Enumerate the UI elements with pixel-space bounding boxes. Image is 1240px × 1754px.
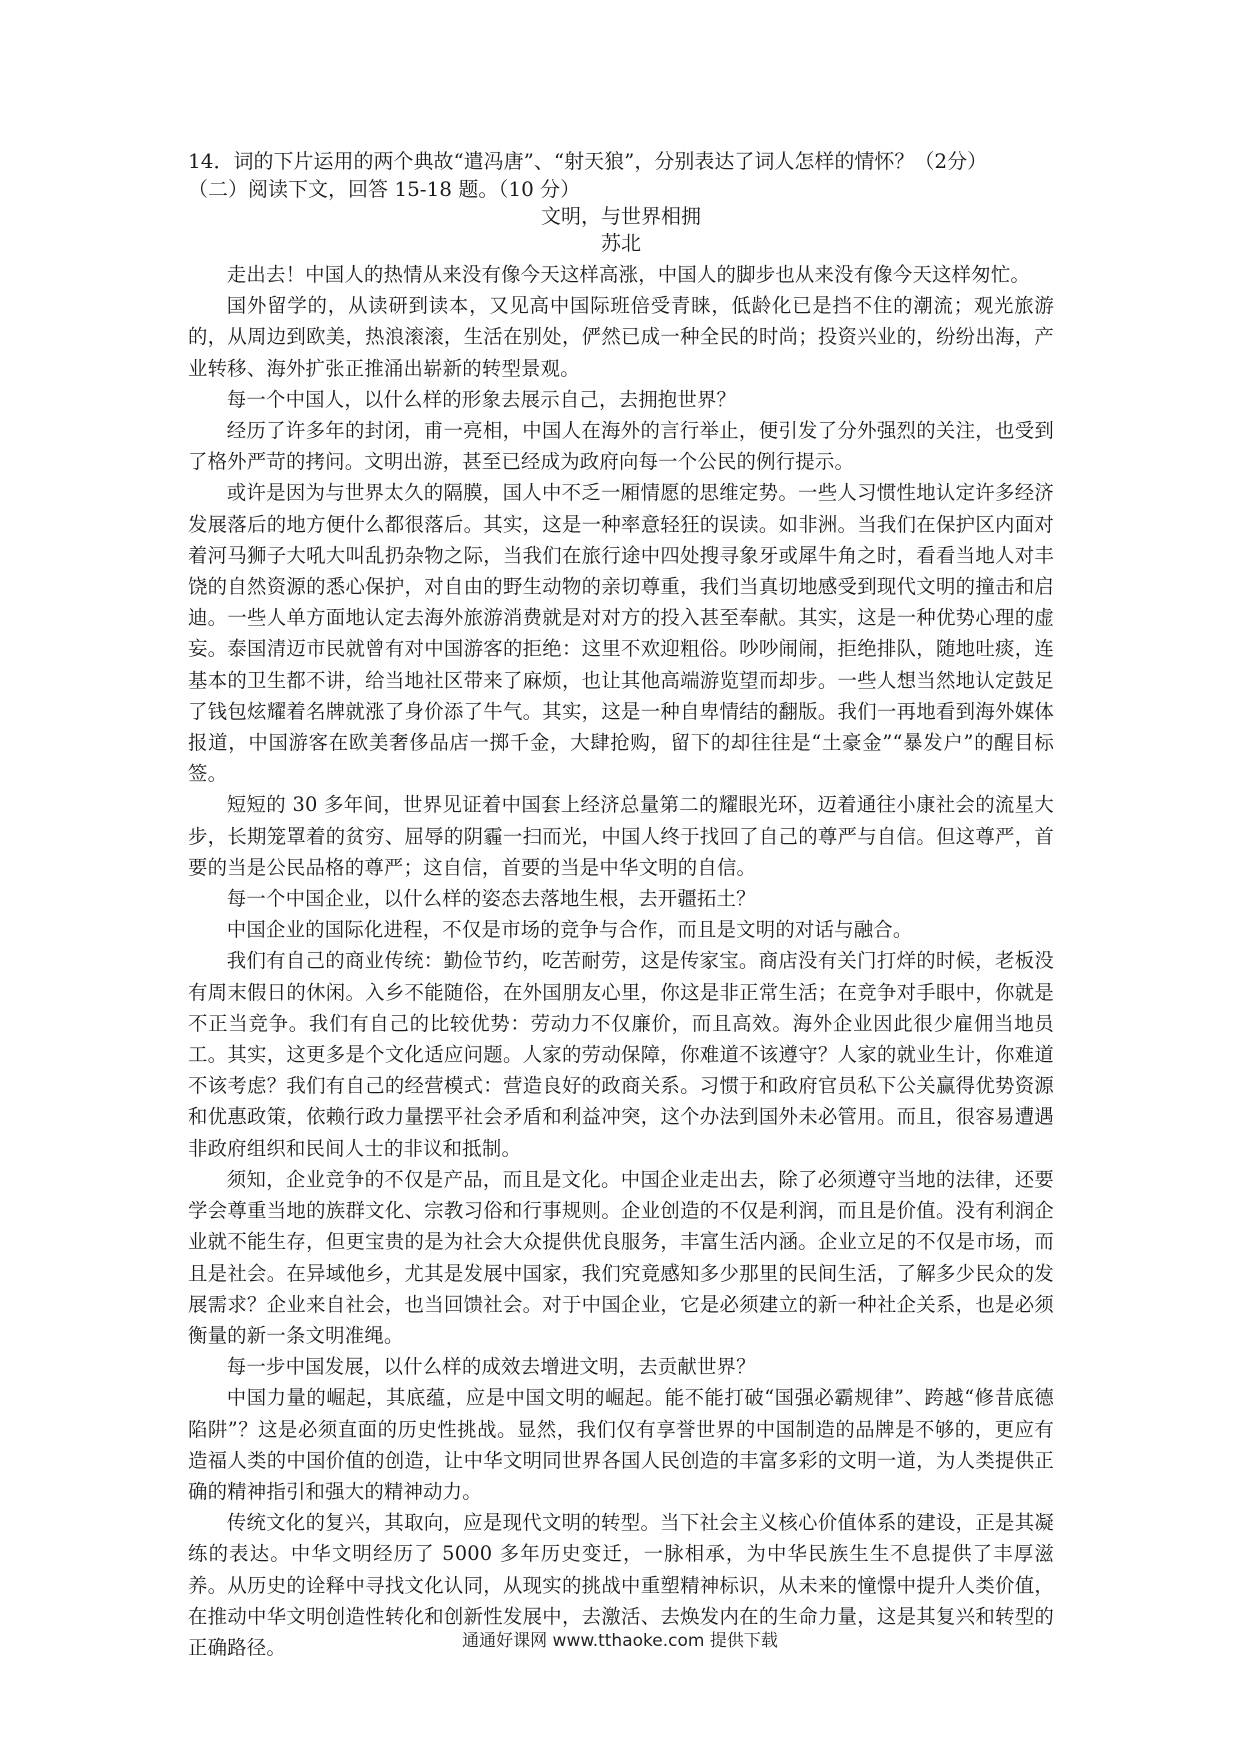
paragraph: 每一个中国企业，以什么样的姿态去落地生根，去开疆拓土？ xyxy=(226,887,756,911)
paragraph: 我们有自己的商业传统：勤俭节约，吃苦耐劳，这是传家宝。商店没有关门打烊的时候，老板没有周末假日的休闲。入乡不能随俗，在外国朋友心里，你这是非正常生活；在竞争对手眼中，你就是不正当竞争。我们有自己的比较优势：劳动力不仅廉价，而且高效。海外企业因此很少雇佣当地员工。其实，这更多是个文化适应问题。人家的劳动保障，你难道不该遵守？人家的就业生计，你难道不该考虑？我们有自己的经营模式：营造良好的政商关系。习惯于和政府官员私下公关赢得优势资源和优惠政策，依赖行政力量摆平社会矛盾和利益冲突，这个办法到国外未必管用。而且，很容易遭遇非政府组织和民间人士的非议和抵制。 xyxy=(188,949,1054,1160)
paragraph: 或许是因为与世界太久的隔膜，国人中不乏一厢情愿的思维定势。一些人习惯性地认定许多经济发展落后的地方便什么都很落后。其实，这是一种率意轻狂的误读。如非洲。当我们在保护区内面对着河马狮子大吼大叫乱扔杂物之际，当我们在旅行途中四处搜寻象牙或犀牛角之时，看看当地人对丰饶的自然资源的悉心保护，对自由的野生动物的亲切尊重，我们当真切地感受到现代文明的撞击和启迪。一些人单方面地认定去海外旅游消费就是对对方的投入甚至奉献。其实，这是一种优势心理的虚妄。泰国清迈市民就曾有对中国游客的拒绝：这里不欢迎粗俗。吵吵闹闹，拒绝排队，随地吐痰，连基本的卫生都不讲，给当地社区带来了麻烦，也让其他高端游览望而却步。一些人想当然地认定鼓足了钱包炫耀着名牌就涨了身价添了牛气。其实，这是一种自卑情结的翻版。我们一再地看到海外媒体报道，中国游客在欧美奢侈品店一掷千金，大肆抢购，留下的却往往是“土豪金”“暴发户”的醒目标签。 xyxy=(188,481,1054,786)
paragraph: 须知，企业竞争的不仅是产品，而且是文化。中国企业走出去，除了必须遵守当地的法律，还要学会尊重当地的族群文化、宗教习俗和行事规则。企业创造的不仅是利润，而且是价值。没有利润企业就不能生存，但更宝贵的是为社会大众提供优良服务，丰富生活内涵。企业立足的不仅是市场，而且是社会。在异域他乡，尤其是发展中国家，我们究竟感知多少那里的民间生活，了解多少民众的发展需求？企业来自社会，也当回馈社会。对于中国企业，它是必须建立的新一种社企关系，也是必须衡量的新一条文明准绳。 xyxy=(188,1167,1054,1347)
page-footer: 通通好课网 www.tthaoke.com 提供下载 xyxy=(462,1631,778,1651)
exam-page xyxy=(188,148,1054,1663)
question-14: 14．词的下片运用的两个典故“遣冯唐”、“射天狼”，分别表达了词人怎样的情怀？（2分） xyxy=(188,149,988,173)
article-author: 苏北 xyxy=(601,231,641,255)
article-body xyxy=(188,259,1054,1663)
paragraph: 每一个中国人，以什么样的形象去展示自己，去拥抱世界？ xyxy=(226,387,737,411)
paragraph: 传统文化的复兴，其取向，应是现代文明的转型。当下社会主义核心价值体系的建设，正是其凝练的表达。中华文明经历了 5000 多年历史变迁，一脉相承，为中华民族生生不息提供了丰厚滋养。从历史的诠释中寻找文化认同，从现实的挑战中重塑精神标识，从未来的憧憬中提升人类价值，在推动中华文明创造性转化和创新性发展中，去激活、去焕发内在的生命力量，这是其复兴和转型的正确路径。 xyxy=(188,1511,1054,1659)
paragraph: 经历了许多年的封闭，甫一亮相，中国人在海外的言行举止，便引发了分外强烈的关注，也受到了格外严苛的拷问。文明出游，甚至已经成为政府向每一个公民的例行提示。 xyxy=(188,419,1054,474)
paragraph: 短短的 30 多年间，世界见证着中国套上经济总量第二的耀眼光环，迈着通往小康社会的流星大步，长期笼罩着的贫穷、屈辱的阴霾一扫而光，中国人终于找回了自己的尊严与自信。但这尊严，首要的当是公民品格的尊严；这自信，首要的当是中华文明的自信。 xyxy=(188,793,1054,879)
section-heading: （二）阅读下文，回答 15-18 题。（10 分） xyxy=(188,177,581,201)
paragraph: 走出去！中国人的热情从来没有像今天这样高涨，中国人的脚步也从来没有像今天这样匆忙。 xyxy=(226,263,1031,286)
paragraph: 国外留学的，从读研到读本，又见高中国际班倍受青睐，低龄化已是挡不住的潮流；观光旅游的，从周边到欧美，热浪滚滚，生活在别处，俨然已成一种全民的时尚；投资兴业的，纷纷出海，产业转移、海外扩张正推涌出崭新的转型景观。 xyxy=(188,294,1054,380)
paragraph: 中国企业的国际化进程，不仅是市场的竞争与合作，而且是文明的对话与融合。 xyxy=(226,918,913,942)
paragraph: 中国力量的崛起，其底蕴，应是中国文明的崛起。能不能打破“国强必霸规律”、跨越“修昔底德陷阱”？这是必须直面的历史性挑战。显然，我们仅有享誉世界的中国制造的品牌是不够的，更应有造福人类的中国价值的创造，让中华文明同世界各国人民创造的丰富多彩的文明一道，为人类提供正确的精神指引和强大的精神动力。 xyxy=(188,1386,1054,1503)
article-title: 文明，与世界相拥 xyxy=(541,204,701,228)
paragraph: 每一步中国发展，以什么样的成效去增进文明，去贡献世界？ xyxy=(226,1355,756,1379)
